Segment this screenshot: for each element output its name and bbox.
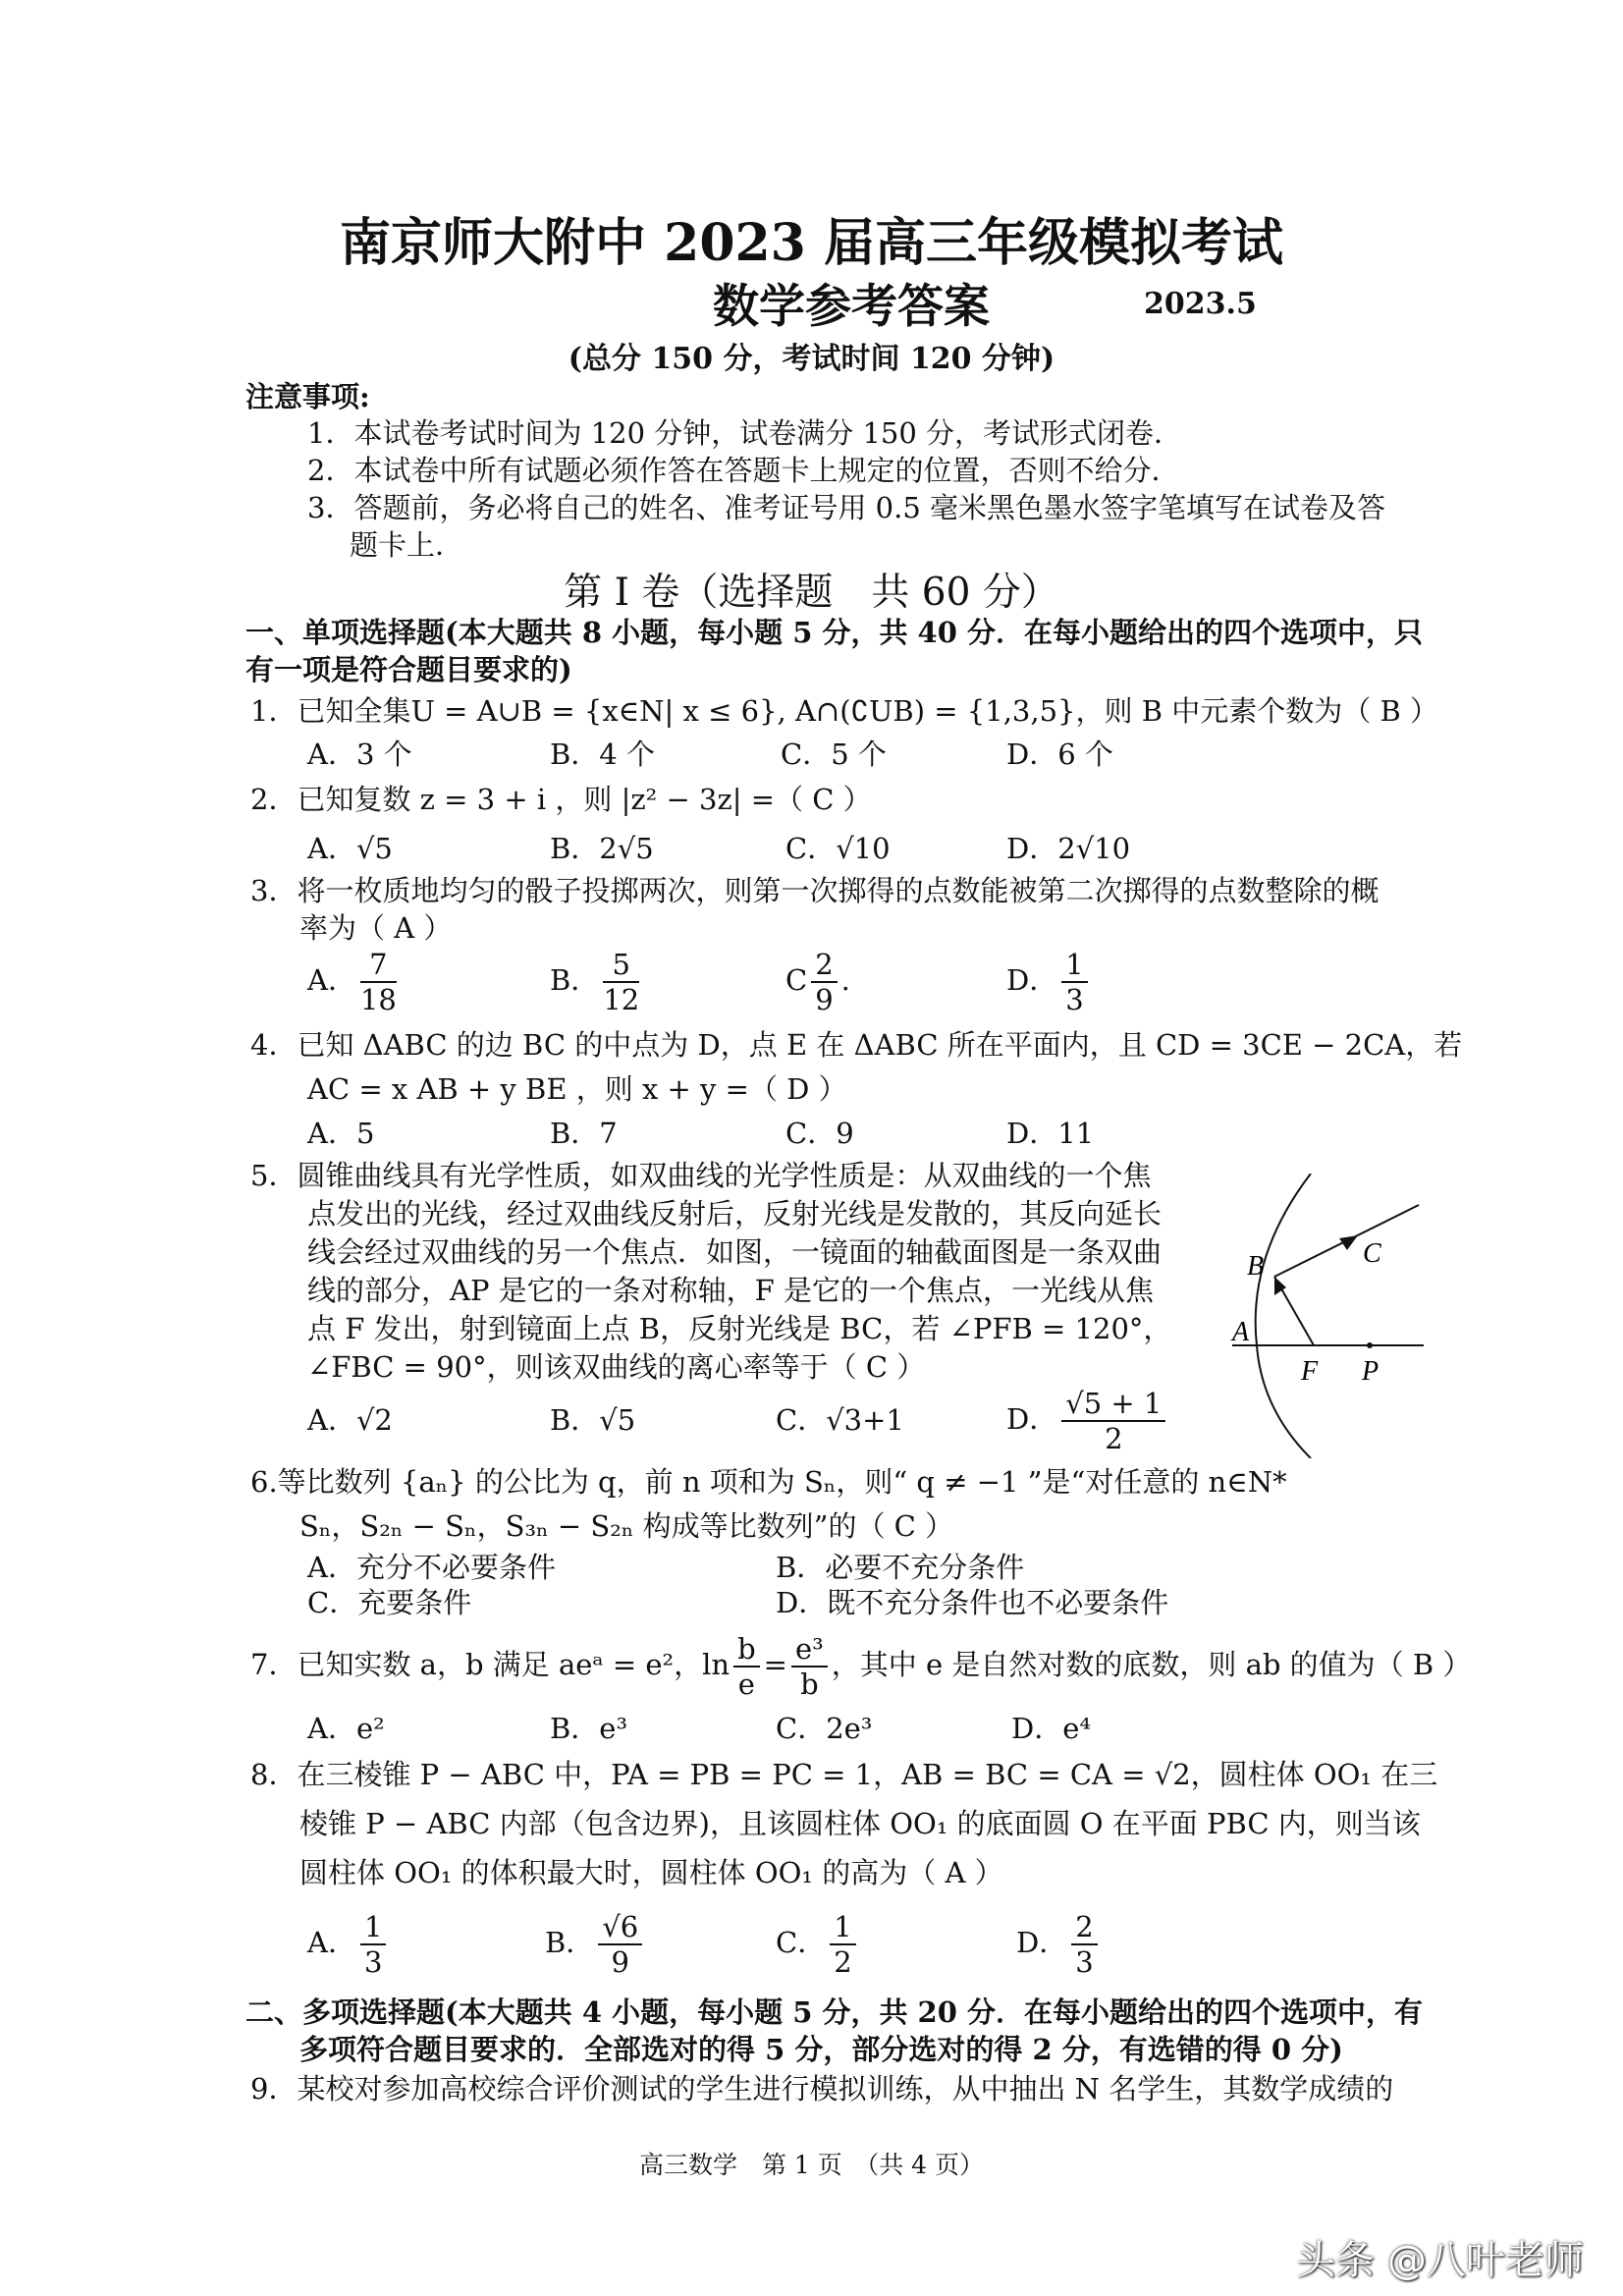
question-6-cont: Sₙ，S₂ₙ − Sₙ，S₃ₙ − S₂ₙ 构成等比数列”的（ C ） [299, 1509, 954, 1543]
note-item: 1．本试卷考试时间为 120 分钟，试卷满分 150 分，考试形式闭卷． [307, 416, 1183, 450]
question-8-cont: 圆柱体 OO₁ 的体积最大时，圆柱体 OO₁ 的高为（ A ） [299, 1856, 1003, 1889]
question-5-cont: 线的部分，AP 是它的一条对称轴，F 是它的一个焦点，一光线从焦 [307, 1274, 1155, 1307]
option: A． $\frac{1}{3}$ [307, 1910, 390, 1979]
question-8: 8．在三棱锥 P − ABC 中，PA = PB = PC = 1，AB = BC = CA = √2，圆柱体 OO₁ 在三 [250, 1758, 1438, 1791]
option: B．4 个 [550, 738, 655, 771]
question-9: 9．某校对参加高校综合评价测试的学生进行模拟训练，从中抽出 N 名学生，其数学成绩的 [250, 2072, 1394, 2105]
page-footer: 高三数学 第 1 页 （共 4 页） [638, 2151, 985, 2179]
watermark: 头条 @八叶老师 [1296, 2238, 1584, 2283]
option: A．充分不必要条件 [307, 1551, 556, 1584]
question-1: 1．已知全集U = A∪B = {x∈N| x ≤ 6}, A∩(∁UB) = {1,3,5}，则 B 中元素个数为（ B ） [250, 694, 1438, 728]
question-5-cont: 点 F 发出，射到镜面上点 B，反射光线是 BC，若 ∠PFB = 120°， [307, 1312, 1172, 1345]
hyperbola-figure [1217, 1174, 1434, 1458]
option: D． $\frac{1}{3}$ [1006, 948, 1092, 1016]
question-5-cont: ∠FBC = 90°，则该双曲线的离心率等于（ C ） [307, 1350, 926, 1384]
question-4-cont: AC = x AB + y BE ，则 x + y =（ D ） [307, 1072, 847, 1106]
question-5: 5．圆锥曲线具有光学性质，如双曲线的光学性质是：从双曲线的一个焦 [250, 1159, 1152, 1192]
option: A．3 个 [307, 738, 412, 771]
option: B．必要不充分条件 [776, 1551, 1025, 1584]
exam-subtitle: 数学参考答案 [713, 280, 990, 334]
exam-info: (总分 150 分，考试时间 120 分钟) [568, 342, 1055, 376]
question-4: 4．已知 ΔABC 的边 BC 的中点为 D，点 E 在 ΔABC 所在平面内，且 CD = 3CE − 2CA，若 [250, 1028, 1463, 1062]
option: C．9 [785, 1117, 854, 1150]
question-3: 3．将一枚质地均匀的骰子投掷两次，则第一次掷得的点数能被第二次掷得的点数整除的概 [250, 874, 1380, 907]
option: C．5 个 [781, 738, 887, 771]
part-heading: 二、多项选择题(本大题共 4 小题，每小题 5 分，共 20 分．在每小题给出的四个选项中，有 [245, 1995, 1424, 2029]
question-8-cont: 棱锥 P − ABC 内部（包含边界)，且该圆柱体 OO₁ 的底面圆 O 在平面 PBC 内，则当该 [299, 1807, 1421, 1840]
option: B．2√5 [550, 832, 654, 865]
option: C． $\frac{1}{2}$ [776, 1910, 860, 1979]
note-item: 题卡上． [350, 528, 464, 562]
note-item: 2．本试卷中所有试题必须作答在答题卡上规定的位置，否则不给分． [307, 454, 1180, 487]
option: A．√5 [307, 832, 393, 865]
label-f: F [1301, 1356, 1319, 1387]
question-7: 7．已知实数 a，b 满足 aeᵃ = e²，ln $\frac{b}{e}$ = $\frac{\text{e³}}{b}$ ，其中 e 是自然对数的底数，则 ab 的值为（ B ） [250, 1632, 1472, 1701]
option: D．既不充分条件也不必要条件 [776, 1586, 1169, 1619]
option: A．√2 [307, 1403, 393, 1437]
option: C．√3+1 [776, 1403, 904, 1437]
option: C．√10 [785, 832, 891, 865]
option: B．7 [550, 1117, 618, 1150]
hyperbola-curve [1256, 1174, 1311, 1458]
notes-heading: 注意事项: [245, 380, 370, 413]
label-c: C [1363, 1238, 1381, 1269]
part-heading: 有一项是符合题目要求的) [245, 653, 572, 686]
exam-title: 南京师大附中 2023 届高三年级模拟考试 [340, 213, 1283, 273]
option: C．充要条件 [307, 1586, 472, 1619]
question-2: 2．已知复数 z = 3 + i ，则 |z² − 3z| =（ C ） [250, 783, 872, 816]
option: A．e² [307, 1712, 385, 1745]
option: D．6 个 [1006, 738, 1113, 771]
note-item: 3．答题前，务必将自己的姓名、准考证号用 0.5 毫米黑色墨水签字笔填写在试卷及答 [307, 491, 1386, 524]
question-6: 6.等比数列 {aₙ} 的公比为 q，前 n 项和为 Sₙ，则“ q ≠ −1 ”是“对任意的 n∈N* [250, 1465, 1287, 1499]
option: B．e³ [550, 1712, 628, 1745]
label-p: P [1362, 1356, 1380, 1387]
option: D． $\frac{2}{3}$ [1016, 1910, 1102, 1979]
option: B． $\frac{√6}{9}$ [545, 1910, 646, 1979]
question-5-cont: 点发出的光线，经过双曲线反射后，反射光线是发散的，其反向延长 [307, 1197, 1163, 1230]
point-p [1367, 1342, 1373, 1348]
option: A．5 [307, 1117, 375, 1150]
part-heading: 多项符合题目要求的．全部选对的得 5 分，部分选对的得 2 分，有选错的得 0 分) [299, 2033, 1343, 2066]
option: C．2e³ [776, 1712, 873, 1745]
label-a: A [1232, 1317, 1250, 1347]
label-b: B [1247, 1251, 1265, 1282]
option: C $\frac{2}{9}$ . [785, 948, 850, 1016]
option: D．11 [1006, 1117, 1095, 1150]
option: A． $\frac{7}{18}$ [307, 948, 397, 1016]
option: B．√5 [550, 1403, 636, 1437]
section-title: 第 I 卷（选择题 共 60 分） [564, 571, 1059, 615]
option: B． $\frac{5}{12}$ [550, 948, 640, 1016]
part-heading: 一、单项选择题(本大题共 8 小题，每小题 5 分，共 40 分．在每小题给出的四个选项中，只 [245, 616, 1424, 649]
question-5-cont: 线会经过双曲线的另一个焦点．如图，一镜面的轴截面图是一条双曲 [307, 1235, 1163, 1269]
option: D．2√10 [1006, 832, 1131, 865]
option: D．e⁴ [1011, 1712, 1092, 1745]
question-3-cont: 率为（ A ） [299, 911, 453, 945]
exam-date: 2023.5 [1144, 287, 1257, 321]
option: D． $\frac{√5 + 1}{2}$ [1006, 1387, 1169, 1455]
